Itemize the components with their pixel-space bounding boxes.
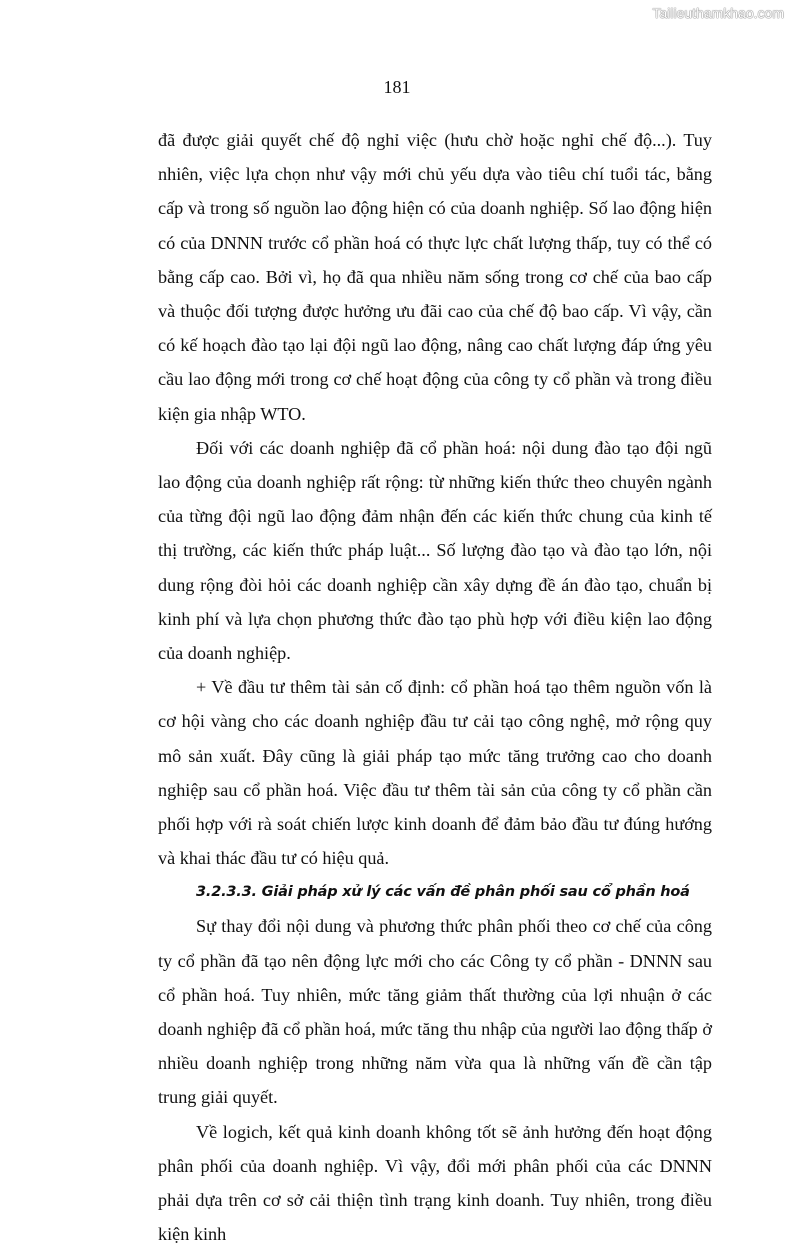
section-heading: 3.2.3.3. Giải pháp xử lý các vấn đề phân phối sau cổ phần hoá	[196, 884, 690, 901]
paragraph-logic-business-results: Về logich, kết quả kinh doanh không tốt sẽ ảnh hưởng đến hoạt động phân phối của doanh nghiệp. Vì vậy, đổi mới phân phối của các DNNN phải dựa trên cơ sở cải thiện tình trạng kinh doanh. Tuy nhiên, trong điều kiện kinh	[158, 1121, 712, 1245]
watermark-text: Tailieuthamkhao.com	[652, 5, 784, 21]
paragraph-distribution-changes: Sự thay đổi nội dung và phương thức phân phối theo cơ chế của công ty cổ phần đã tạo nên động lực mới cho các Công ty cổ phần - DNNN sau cổ phần hoá. Tuy nhiên, mức tăng giảm thất thường của lợi nhuận ở các doanh nghiệp đã cổ phần hoá, mức tăng thu nhập của người lao động thấp ở nhiều doanh nghiệp trong những năm vừa qua là những vấn đề cần tập trung giải quyết.	[158, 916, 712, 1108]
document-body	[158, 123, 712, 1252]
page-number: 181	[383, 77, 411, 97]
paragraph-training-equitized-enterprises: Đối với các doanh nghiệp đã cổ phần hoá: nội dung đào tạo đội ngũ lao động của doanh nghiệp rất rộng: từ những kiến thức theo chuyên ngành của từng đội ngũ lao động đảm nhận đến các kiến thức chung của kinh tế thị trường, các kiến thức pháp luật... Số lượng đào tạo và đào tạo lớn, nội dung rộng đòi hỏi các doanh nghiệp cần xây dựng đề án đào tạo, chuẩn bị kinh phí và lựa chọn phương thức đào tạo phù hợp với điều kiện lao động của doanh nghiệp.	[158, 437, 712, 664]
paragraph-fixed-asset-investment: + Về đầu tư thêm tài sản cố định: cổ phần hoá tạo thêm nguồn vốn là cơ hội vàng cho các doanh nghiệp đầu tư cải tạo công nghệ, mở rộng quy mô sản xuất. Đây cũng là giải pháp tạo mức tăng trưởng cao cho doanh nghiệp sau cổ phần hoá. Việc đầu tư thêm tài sản của công ty cổ phần cần phối hợp với rà soát chiến lược kinh doanh để đảm bảo đầu tư đúng hướng và khai thác đầu tư có hiệu quả.	[158, 677, 712, 869]
paragraph-continuation: đã được giải quyết chế độ nghỉ việc (hưu chờ hoặc nghỉ chế độ...). Tuy nhiên, việc lựa chọn như vậy mới chủ yếu dựa vào tiêu chí tuổi tác, bằng cấp và trong số nguồn lao động hiện có của doanh nghiệp. Số lao động hiện có của DNNN trước cổ phần hoá có thực lực chất lượng thấp, tuy có thể có bằng cấp cao. Bởi vì, họ đã qua nhiều năm sống trong cơ chế của bao cấp và thuộc đối tượng được hưởng ưu đãi cao của chế độ bao cấp. Vì vậy, cần có kế hoạch đào tạo lại đội ngũ lao động, nâng cao chất lượng đáp ứng yêu cầu lao động mới trong cơ chế hoạt động của công ty cổ phần và trong điều kiện gia nhập WTO.	[158, 130, 712, 424]
